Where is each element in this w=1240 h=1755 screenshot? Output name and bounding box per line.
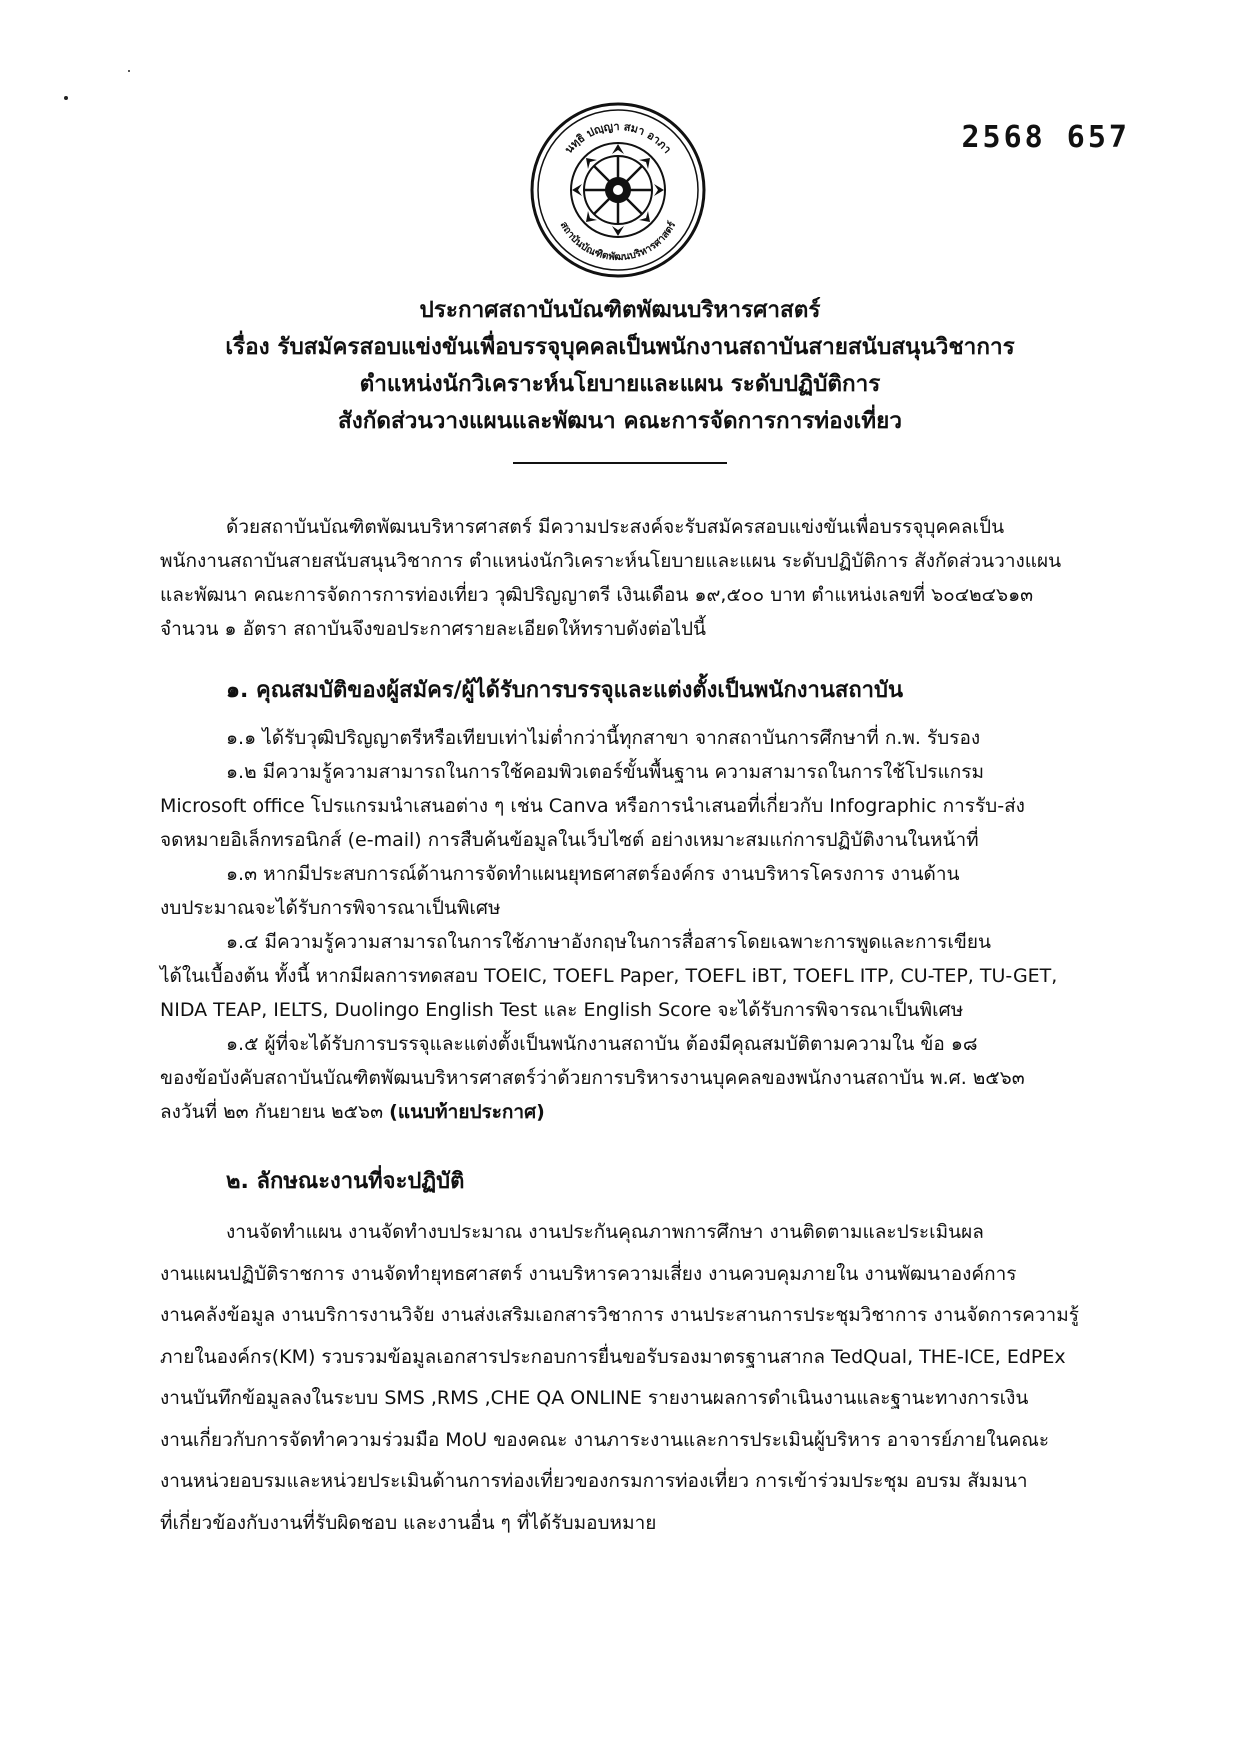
intro-line: พนักงานสถาบันสายสนับสนุนวิชาการ ตำแหน่งนักวิเคราะห์นโยบายและแผน ระดับปฏิบัติการ สังกัดส่วนวางแผน	[160, 550, 1062, 572]
job-description-line: งานเกี่ยวกับการจัดทำความร่วมมือ MoU ของคณะ งานภาระงานและการประเมินผู้บริหาร อาจารย์ภายในคณะ	[160, 1428, 1050, 1451]
qualification-1-5-cont	[160, 1095, 1094, 1129]
header-divider	[513, 462, 727, 464]
announcement-body	[160, 510, 1094, 1544]
qualification-1-4: ๑.๔ มีความรู้ความสามารถในการใช้ภาษาอังกฤษในการสื่อสารโดยเฉพาะการพูดและการเขียน	[226, 931, 991, 953]
intro-line: จำนวน ๑ อัตรา สถาบันจึงขอประกาศรายละเอียดให้ทราบดังต่อไปนี้	[160, 618, 707, 640]
institute-seal-logo	[528, 100, 708, 280]
qualification-1-5: ๑.๕ ผู้ที่จะได้รับการบรรจุและแต่งตั้งเป็นพนักงานสถาบัน ต้องมีคุณสมบัติตามความใน ข้อ ๑๘	[226, 1033, 978, 1055]
announcement-title: ประกาศสถาบันบัณฑิตพัฒนบริหารศาสตร์	[419, 297, 821, 323]
qualification-1-3-cont: งบประมาณจะได้รับการพิจารณาเป็นพิเศษ	[160, 897, 501, 919]
announcement-header	[0, 292, 1240, 464]
job-description-line: งานหน่วยอบรมและหน่วยประเมินด้านการท่องเที่ยวของกรมการท่องเที่ยว การเข้าร่วมประชุม อบรม สัมมนา	[160, 1470, 1028, 1492]
qualification-1-5-date: ลงวันที่ ๒๓ กันยายน ๒๕๖๓	[160, 1101, 384, 1123]
announcement-subject: เรื่อง รับสมัครสอบแข่งขันเพื่อบรรจุบุคคลเป็นพนักงานสถาบันสายสนับสนุนวิชาการ	[225, 334, 1015, 360]
intro-paragraph	[160, 510, 1094, 646]
qualification-1-4-cont: NIDA TEAP, IELTS, Duolingo English Test และ English Score จะได้รับการพิจารณาเป็นพิเศษ	[160, 999, 964, 1021]
qualification-1-5-cont: ของข้อบังคับสถาบันบัณฑิตพัฒนบริหารศาสตร์ว่าด้วยการบริหารงานบุคคลของพนักงานสถาบัน พ.ศ. ๒๕๖๓	[160, 1067, 1025, 1089]
job-description-line: งานคลังข้อมูล งานบริการงานวิจัย งานส่งเสริมเอกสารวิชาการ งานประสานการประชุมวิชาการ งานจัดการความรู้	[160, 1304, 1079, 1326]
qualification-1-1: ๑.๑ ได้รับวุฒิปริญญาตรีหรือเทียบเท่าไม่ต่ำกว่านี้ทุกสาขา จากสถาบันการศึกษาที่ ก.พ. รับรอง	[226, 727, 981, 749]
intro-line: ด้วยสถาบันบัณฑิตพัฒนบริหารศาสตร์ มีความประสงค์จะรับสมัครสอบแข่งขันเพื่อบรรจุบุคคลเป็น	[226, 516, 1005, 538]
qualification-1-2-cont: จดหมายอิเล็กทรอนิกส์ (e-mail) การสืบค้นข้อมูลในเว็บไซต์ อย่างเหมาะสมแก่การปฏิบัติงานในหน้าที่	[160, 829, 979, 851]
scan-speck	[128, 70, 130, 72]
qualification-1-2: ๑.๒ มีความรู้ความสามารถในการใช้คอมพิวเตอร์ขั้นพื้นฐาน ความสามารถในการใช้โปรแกรม	[226, 761, 984, 783]
announcement-department: สังกัดส่วนวางแผนและพัฒนา คณะการจัดการการท่องเที่ยว	[338, 408, 902, 434]
announcement-position: ตำแหน่งนักวิเคราะห์นโยบายและแผน ระดับปฏิบัติการ	[359, 371, 881, 397]
qualification-1-2-cont: Microsoft office โปรแกรมนำเสนอต่าง ๆ เช่น Canva หรือการนำเสนอที่เกี่ยวกับ Infographic การรับ-ส่ง	[160, 795, 1025, 817]
job-description-line: งานจัดทำแผน งานจัดทำงบประมาณ งานประกันคุณภาพการศึกษา งานติดตามและประเมินผล	[226, 1221, 984, 1243]
attachment-note: (แนบท้ายประกาศ)	[389, 1101, 545, 1123]
svg-text:สถาบันบัณฑิตพัฒนบริหารศาสตร์: สถาบันบัณฑิตพัฒนบริหารศาสตร์	[557, 220, 679, 264]
qualification-1-4-cont: ได้ในเบื้องต้น ทั้งนี้ หากมีผลการทดสอบ TOEIC, TOEFL Paper, TOEFL iBT, TOEFL ITP, CU-TEP, TU-GET,	[160, 965, 1058, 987]
job-description-line: ภายในองค์กร(KM) รวบรวมข้อมูลเอกสารประกอบการยื่นขอรับรองมาตรฐานสากล TedQual, THE-ICE, EdPEx	[160, 1345, 1066, 1368]
qualification-1-3: ๑.๓ หากมีประสบการณ์ด้านการจัดทำแผนยุทธศาสตร์องค์กร งานบริหารโครงการ งานด้าน	[226, 863, 960, 885]
job-description-line: งานบันทึกข้อมูลลงในระบบ SMS ,RMS ,CHE QA ONLINE รายงานผลการดำเนินงานและฐานะทางการเงิน	[160, 1387, 1029, 1409]
section-1-heading: ๑. คุณสมบัติของผู้สมัคร/ผู้ได้รับการบรรจุและแต่งตั้งเป็นพนักงานสถาบัน	[226, 678, 904, 703]
svg-text:นทฺธิ ปญฺญา สมา อาภา: นทฺธิ ปญฺญา สมา อาภา	[562, 119, 674, 156]
document-number: 2568 657	[961, 120, 1130, 155]
job-description-line: ที่เกี่ยวข้องกับงานที่รับผิดชอบ และงานอื่น ๆ ที่ได้รับมอบหมาย	[160, 1511, 657, 1534]
job-description-paragraph	[160, 1212, 1094, 1544]
scan-speck	[64, 96, 68, 100]
job-description-line: งานแผนปฏิบัติราชการ งานจัดทำยุทธศาสตร์ งานบริหารความเสี่ยง งานควบคุมภายใน งานพัฒนาองค์การ	[160, 1262, 1017, 1285]
section-2-heading: ๒. ลักษณะงานที่จะปฏิบัติ	[226, 1169, 465, 1194]
intro-line: และพัฒนา คณะการจัดการการท่องเที่ยว วุฒิปริญญาตรี เงินเดือน ๑๙,๕๐๐ บาท ตำแหน่งเลขที่ ๖๐๔๒๔๖๑๓	[160, 584, 1034, 606]
